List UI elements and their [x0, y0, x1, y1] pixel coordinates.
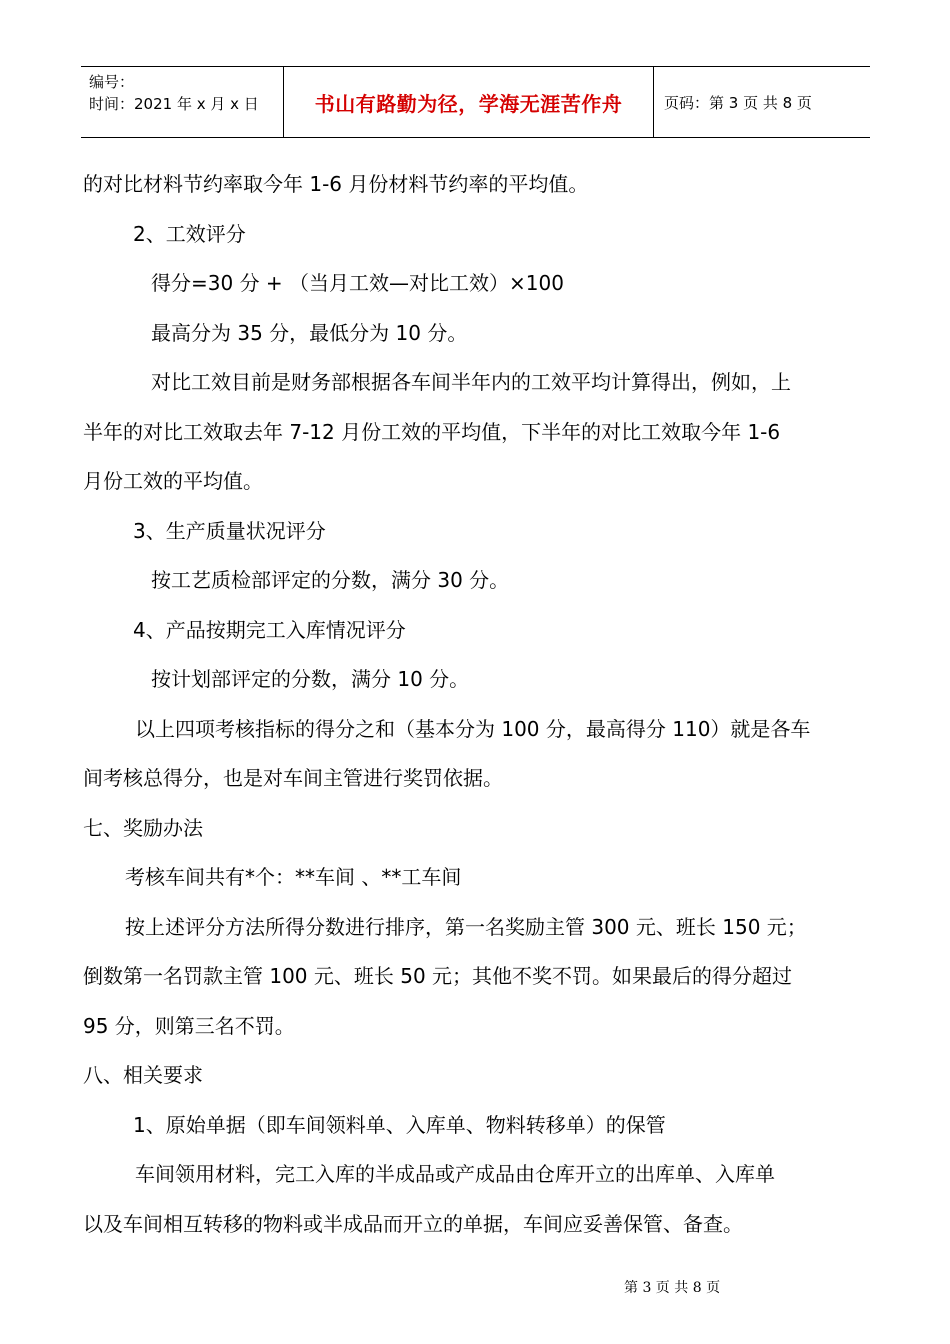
section-heading: 4、产品按期完工入库情况评分	[133, 618, 406, 642]
paragraph-line: 对比工效目前是财务部根据各车间半年内的工效平均计算得出，例如，上	[151, 370, 791, 394]
page-footer: 第 3 页 共 8 页	[624, 1280, 721, 1296]
paragraph-line: 考核车间共有*个：**车间 、**工车间	[125, 865, 462, 889]
paragraph-line: 以及车间相互转移的物料或半成品而开立的单据，车间应妥善保管、备查。	[83, 1212, 743, 1236]
paragraph-line: 半年的对比工效取去年 7-12 月份工效的平均值，下半年的对比工效取今年 1-6	[83, 420, 781, 444]
section-heading: 1、原始单据（即车间领料单、入库单、物料转移单）的保管	[133, 1113, 666, 1137]
paragraph-line: 月份工效的平均值。	[83, 469, 263, 493]
page-header	[81, 66, 870, 138]
number-label: 编号：	[89, 73, 135, 91]
header-meta	[81, 67, 284, 137]
section-heading: 七、奖励办法	[83, 816, 203, 840]
section-heading: 3、生产质量状况评分	[133, 519, 326, 543]
section-heading: 2、工效评分	[133, 222, 246, 246]
header-page-code: 页码：第 3 页 共 8 页	[664, 93, 812, 112]
paragraph-line: 最高分为 35 分，最低分为 10 分。	[151, 321, 468, 345]
paragraph-line: 按工艺质检部评定的分数，满分 30 分。	[151, 568, 510, 592]
header-motto: 书山有路勤为径，学海无涯苦作舟	[284, 67, 654, 137]
paragraph-line: 车间领用材料，完工入库的半成品或产成品由仓库开立的出库单、入库单	[135, 1162, 775, 1186]
paragraph-line: 的对比材料节约率取今年 1-6 月份材料节约率的平均值。	[83, 172, 589, 196]
formula-line: 得分=30 分 + （当月工效—对比工效）×100	[151, 271, 564, 295]
paragraph-line: 按计划部评定的分数，满分 10 分。	[151, 667, 470, 691]
paragraph-line: 间考核总得分，也是对车间主管进行奖罚依据。	[83, 766, 503, 790]
paragraph-line: 95 分，则第三名不罚。	[83, 1014, 295, 1038]
paragraph-line: 以上四项考核指标的得分之和（基本分为 100 分，最高得分 110）就是各车	[135, 717, 811, 741]
paragraph-line: 倒数第一名罚款主管 100 元、班长 50 元；其他不奖不罚。如果最后的得分超过	[83, 964, 793, 988]
section-heading: 八、相关要求	[83, 1063, 203, 1087]
paragraph-line: 按上述评分方法所得分数进行排序，第一名奖励主管 300 元、班长 150 元；	[125, 915, 807, 939]
time-label: 时间：2021 年 x 月 x 日	[89, 95, 259, 113]
